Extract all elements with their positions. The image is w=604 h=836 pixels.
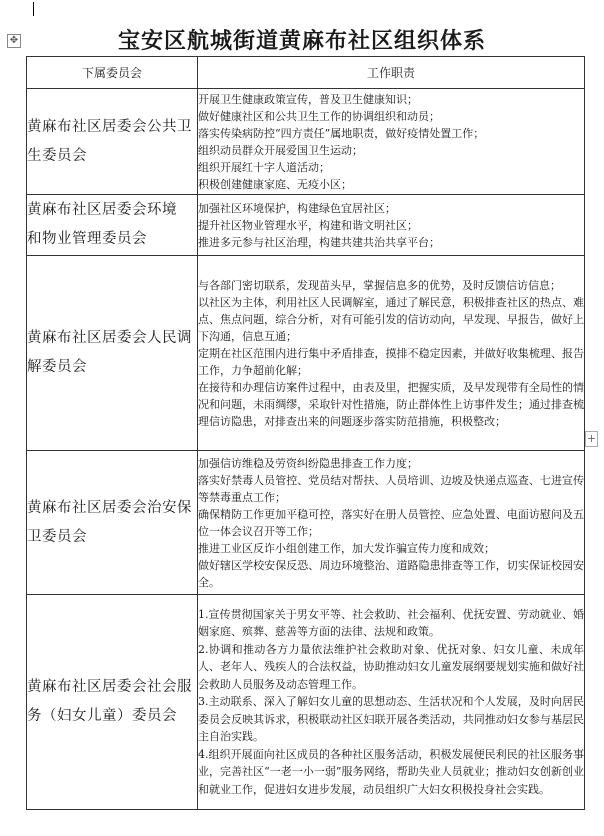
table-move-handle-icon[interactable]: ✥ <box>7 34 21 48</box>
header-committee: 下属委员会 <box>27 57 198 89</box>
duty-item: 落实传染病防控“四方责任”属地职责，做好疫情处置工作； <box>198 126 485 140</box>
text-cursor <box>33 2 34 16</box>
duty-item: 1.宣传贯彻国家关于男女平等、社会救助、社会福利、优抚安置、劳动就业、婚姻家庭、殡葬、慈善等方面的法律、法规和政策。 <box>198 607 584 639</box>
duty-item: 提升社区物业管理水平，构建和谐文明社区； <box>198 218 418 232</box>
committee-duties <box>198 256 585 451</box>
duty-item: 以社区为主体，利用社区人民调解室，通过了解民意，积极排查社区的热点、难点、焦点问题，综合分析，对有可能引发的信访动向，早发现、早报告，做好上下沟通，信息互通； <box>198 295 584 343</box>
duty-item: 推进多元参与社区治理，构建共建共治共享平台； <box>198 235 440 249</box>
duty-item: 2.协调和推动各方力量依法维护社会救助对象、优抚对象、妇女儿童、未成年人、老年人、残疾人的合法权益，协助推动妇女儿童发展纲要规划实施和做好社会救助人员服务及动态管理工作。 <box>198 642 584 691</box>
committee-duties <box>198 451 585 595</box>
duty-item: 4.组织开展面向社区成员的各种社区服务活动，积极发展便民利民的社区服务事业，完善社区“一老一小一弱”服务网络，帮助失业人员就业；推动妇女创新创业和就业工作，促进妇女进步发展，动员组织广大妇女积极投身社会实践。 <box>198 747 584 796</box>
duty-item: 加强社区环境保护，构建绿色宜居社区； <box>198 201 396 215</box>
duty-item: 组织开展红十字人道活动； <box>198 160 330 174</box>
table-row <box>27 451 585 595</box>
committee-duties <box>198 595 585 810</box>
duty-item: 在接待和办理信访案件过程中，由表及里，把握实质，及早发现带有全局性的情况和问题，未雨绸缪，采取针对性措施，防止群体性上访事件发生；通过排查梳理信访隐患，对排查出来的问题逐步落实防范措施，积极整改； <box>198 380 584 428</box>
table-row <box>27 256 585 451</box>
committee-duties <box>198 195 585 256</box>
duty-item: 推进工业区反诈小组创建工作，加大发诈骗宣传力度和成效； <box>198 541 495 555</box>
duty-item: 开展卫生健康政策宣传，普及卫生健康知识； <box>198 92 418 106</box>
duty-item: 与各部门密切联系，发现苗头早，掌握信息多的优势，及时反馈信访信息； <box>198 278 561 292</box>
table-header-row <box>27 57 585 89</box>
duty-item: 落实好禁毒人员管控、党员结对帮扶、人员培训、边坡及快递点巡查、七进宣传等禁毒重点工作； <box>198 473 584 504</box>
committee-name: 黄麻布社区居委会人民调解委员会 <box>27 256 198 451</box>
duty-item: 定期在社区范围内进行集中矛盾排查，摸排不稳定因素，并做好收集梳理、报告工作，力争超前化解； <box>198 346 584 377</box>
organization-table <box>26 56 585 810</box>
table-add-column-icon[interactable]: + <box>586 432 597 445</box>
committee-duties <box>198 89 585 195</box>
committee-name: 黄麻布社区居委会治安保卫委员会 <box>27 451 198 595</box>
document-title: 宝安区航城街道黄麻布社区组织体系 <box>117 29 486 54</box>
header-duties: 工作职责 <box>198 57 585 89</box>
duty-item: 积极创建健康家庭、无疫小区； <box>198 177 352 191</box>
committee-name: 黄麻布社区居委会公共卫生委员会 <box>27 89 198 195</box>
table-row <box>27 595 585 810</box>
duty-item: 组织动员群众开展爱国卫生运动； <box>198 143 363 157</box>
committee-name: 黄麻布社区居委会社会服务（妇女儿童）委员会 <box>27 595 198 810</box>
duty-item: 确保精防工作更加平稳可控，落实好在册人员管控、应急处置、电面访慰问及五位一体会议召开等工作； <box>198 507 584 538</box>
table-row <box>27 195 585 256</box>
duty-item: 做好健康社区和公共卫生工作的协调组织和动员； <box>198 109 440 123</box>
duty-item: 3.主动联系、深入了解妇女儿童的思想动态、生活状况和个人发展，及时向居民委员会反映其诉求，积极联动社区妇联开展各类活动，共同推动妇女参与基层民主自治实践。 <box>198 695 584 744</box>
duty-item: 加强信访维稳及劳资纠纷隐患排查工作力度； <box>198 456 418 470</box>
duty-item: 做好辖区学校安保反恐、周边环境整治、道路隐患排查等工作，切实保证校园安全。 <box>198 558 584 589</box>
committee-name: 黄麻布社区居委会环境和物业管理委员会 <box>27 195 198 256</box>
table-row <box>27 89 585 195</box>
